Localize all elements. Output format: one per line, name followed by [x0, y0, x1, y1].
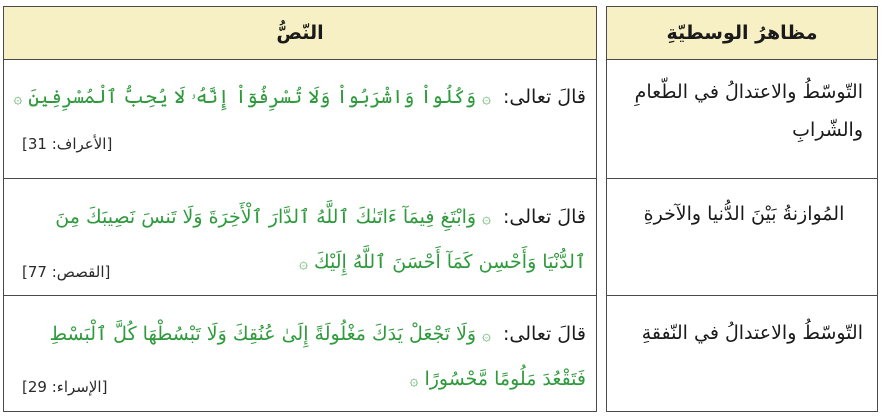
aspect-text: التّوسّطُ والاعتدالُ في الطّعامِ والشّرابِ — [634, 81, 863, 141]
aspect-text: التّوسّطُ والاعتدالُ في النّفقةِ — [641, 322, 863, 344]
verse-block — [6, 75, 586, 120]
quran-verse: وَابْتَغِ فِيمَآ ءَاتَىٰكَ ٱللَّهُ ٱلدَّارَ ٱلْأَخِرَةَ وَلَا تَنسَ نَصِيبَكَ مِنَ ٱلدُّنْيَا وَأَحْسِن كَمَآ أَحْسَنَ ٱللَّهُ إِلَيْكَ — [55, 206, 586, 273]
verse-lead: قالَ تعالى: — [503, 323, 586, 345]
ornament-open-icon: ۞ — [482, 326, 491, 344]
text-row — [4, 179, 596, 296]
texts-table — [3, 6, 597, 412]
text-header: النّصُّ — [4, 7, 596, 60]
quran-verse: وَكُلُواْ وَاشْرَبُواْ وَلَا تُسْرِفُوٓاْ إِنَّهُۥ لَا يُحِبُّ ٱلْمُسْرِفِينَ — [28, 86, 477, 108]
aspect-row — [607, 296, 877, 411]
ornament-close-icon: ۞ — [299, 254, 308, 272]
quran-verse: وَلَا تَجْعَلْ يَدَكَ مَغْلُولَةً إِلَىٰ عُنُقِكَ وَلَا تَبْسُطْهَا كُلَّ ٱلْبَسْطِ فَتَقْعُدَ مَلُومًا مَّحْسُورًا — [49, 323, 586, 390]
aspect-row — [607, 59, 877, 179]
verse-reference: [القصص: 77] — [22, 263, 111, 281]
verse-reference: [الأعراف: 31] — [22, 135, 113, 153]
aspect-row — [607, 179, 877, 296]
verse-lead: قالَ تعالى: — [503, 86, 586, 108]
verse-reference: [الإسراء: 29] — [22, 378, 108, 396]
aspect-text: المُوازنةُ بَيْنَ الدُّنيا والآخرةِ — [643, 203, 845, 225]
ornament-open-icon: ۞ — [482, 89, 491, 107]
ornament-close-icon: ۞ — [13, 89, 23, 107]
aspects-table — [606, 6, 878, 412]
aspects-header: مظاهرُ الوسطيّةِ — [607, 7, 877, 60]
ornament-open-icon: ۞ — [482, 209, 491, 227]
text-row — [4, 59, 596, 179]
text-row — [4, 296, 596, 411]
ornament-close-icon: ۞ — [409, 371, 419, 389]
verse-lead: قالَ تعالى: — [503, 206, 586, 228]
